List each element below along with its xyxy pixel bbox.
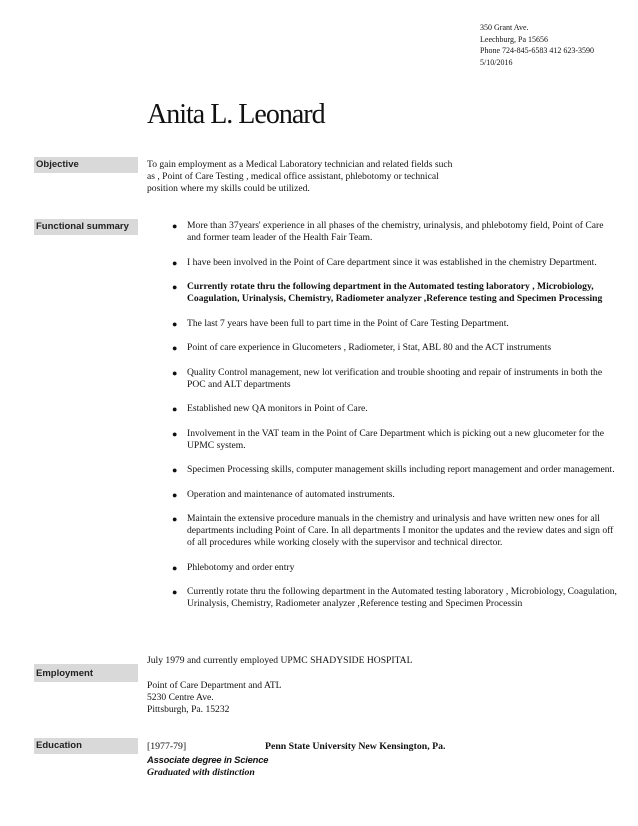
bullet-icon: ● <box>172 514 178 524</box>
employment-street: 5230 Centre Ave. <box>147 692 214 703</box>
list-item: ● Quality Control management, new lot verification and trouble shooting and repair of instruments in both the POC and ALT departments <box>172 366 603 390</box>
list-item: ● I have been involved in the Point of Care department since it was established in the chemistry Department. <box>172 256 597 268</box>
bullet-icon: ● <box>172 587 178 597</box>
applicant-name: Anita L. Leonard <box>147 99 325 130</box>
education-years: [1977-79] <box>147 741 187 752</box>
contact-address-block <box>480 22 594 68</box>
education-details <box>147 740 446 779</box>
list-item: ● Phlebotomy and order entry <box>172 561 295 573</box>
employment-period: July 1979 and currently employed UPMC SHADYSIDE HOSPITAL <box>147 655 413 666</box>
address-city: Leechburg, Pa 15656 <box>480 34 549 44</box>
list-item: ● Specimen Processing skills, computer management skills including report management and order management. <box>172 464 615 475</box>
list-item: ● The last 7 years have been full to part time in the Point of Care Testing Department. <box>172 317 509 329</box>
bullet-icon: ● <box>172 489 178 500</box>
address-street: 350 Grant Ave. <box>480 23 529 32</box>
list-item: ● Point of care experience in Glucometers , Radiometer, i Stat, ABL 80 and the ACT instruments <box>172 342 552 353</box>
bullet-icon: ● <box>172 343 178 353</box>
bullet-icon: ● <box>172 562 178 573</box>
list-item: ● Operation and maintenance of automated instruments. <box>172 488 395 500</box>
bullet-icon: ● <box>172 465 178 475</box>
objective-line: To gain employment as a Medical Laboratory technician and related fields such <box>147 159 453 170</box>
summary-list <box>147 220 617 623</box>
employment-city: Pittsburgh, Pa. 15232 <box>147 704 230 715</box>
objective-line: position where my skills could be utilized. <box>147 183 310 194</box>
address-phone: Phone 724-845-6583 412 623-3590 <box>480 46 594 55</box>
education-school: Penn State University New Kensington, Pa. <box>265 741 446 752</box>
list-item: ● Involvement in the VAT team in the Point of Care Department which is picking out a new glucometer for the UPMC system. <box>172 427 604 451</box>
list-item: ● Currently rotate thru the following department in the Automated testing laboratory , Microbiology, Coagulation, Urinalysis, Chemistry, Radiometer analyzer ,Reference testing and Specimen Processin <box>172 586 617 609</box>
bullet-icon: ● <box>172 428 178 439</box>
list-item: ● Established new QA monitors in Point of Care. <box>172 403 368 414</box>
objective-line: as , Point of Care Testing , medical office assistant, phlebotomy or technical <box>147 171 439 182</box>
employment-address <box>147 680 282 716</box>
section-label-employment: Employment <box>34 664 138 682</box>
list-item: ● Currently rotate thru the following department in the Automated testing laboratory , Microbiology, Coagulation, Urinalysis, Chemistry, Radiometer analyzer ,Reference testing and Specimen Processing <box>172 281 603 304</box>
bullet-icon: ● <box>172 282 178 292</box>
education-honors: Graduated with distinction <box>147 767 255 778</box>
education-degree: Associate degree in Science <box>147 754 269 765</box>
employment-dept: Point of Care Department and ATL <box>147 680 282 691</box>
section-label-objective: Objective <box>34 157 138 173</box>
bullet-icon: ● <box>172 221 178 231</box>
section-label-education: Education <box>34 738 138 754</box>
bullet-icon: ● <box>172 404 178 414</box>
bullet-icon: ● <box>172 257 178 268</box>
objective-text <box>147 159 452 195</box>
section-label-functional-summary: Functional summary <box>34 219 138 235</box>
bullet-icon: ● <box>172 318 178 329</box>
list-item: ● Maintain the extensive procedure manuals in the chemistry and urinalysis and have written new ones for all departments including Point of Care. In all departments I monitor the updates and the review dates and sign off of all procedures while working closely with the supervisor and technical director. <box>172 513 614 548</box>
bullet-icon: ● <box>172 367 178 378</box>
address-date: 5/10/2016 <box>480 57 513 67</box>
education-row <box>147 740 446 753</box>
list-item: ● More than 37years' experience in all phases of the chemistry, urinalysis, and phlebotomy field, Point of Care and former team leader of the Health Fair Team. <box>172 220 604 243</box>
